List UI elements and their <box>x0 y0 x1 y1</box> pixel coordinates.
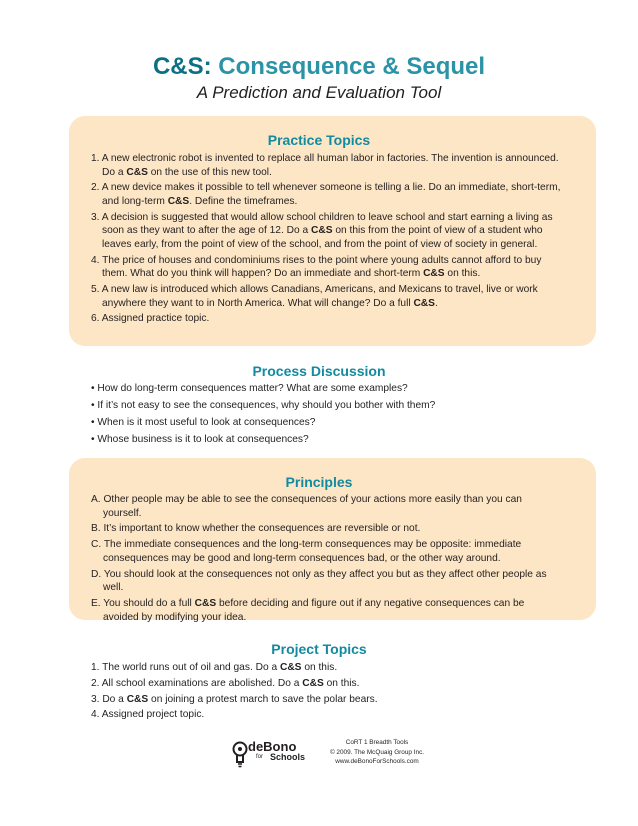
list-item: A. Other people may be able to see the consequences of your actions more easily than you can yourself. <box>91 494 522 519</box>
list-item: C. The immediate consequences and the long-term consequences may be opposite: immediate consequences may be good and long-term consequences bad, or the other way around. <box>91 539 522 564</box>
practice-topics-list <box>91 152 561 328</box>
list-item: B. It’s important to know whether the consequences are reversible or not. <box>91 523 421 535</box>
list-item: 2. A new device makes it possible to tell whenever someone is telling a lie. Do an immediate, short-term, and long-term C&S. Define the timeframes. <box>91 182 561 207</box>
lightbulb-person-icon <box>232 740 248 772</box>
list-item: • Whose business is it to look at consequences? <box>91 433 309 445</box>
title-abbreviation: C&S: <box>152 53 212 80</box>
logo-for-text: for <box>256 754 264 760</box>
principles-list <box>91 493 561 626</box>
logo-brand-text: deBono <box>248 739 297 754</box>
principles-heading: Principles <box>285 474 353 490</box>
list-item: 3. Do a C&S on joining a protest march to save the polar bears. <box>91 693 378 705</box>
list-item: • How do long-term consequences matter? What are some examples? <box>91 383 408 394</box>
logo-schools-text: Schools <box>270 752 306 762</box>
footer-credits <box>318 738 436 767</box>
list-item: • When is it most useful to look at consequences? <box>91 416 316 428</box>
list-item: 4. Assigned project topic. <box>91 709 205 721</box>
list-item: 4. The price of houses and condominiums rises to the point where young adults cannot afford to buy them. What do you think will happen? Do an immediate and short-term C&S on this. <box>91 254 542 280</box>
list-item: 1. A new electronic robot is invented to replace all human labor in factories. The invention is announced. Do a C&S on the use of this new tool. <box>91 153 559 178</box>
project-topics-heading: Project Topics <box>271 641 367 657</box>
debono-logo <box>232 740 320 772</box>
title-text: Consequence & Sequel <box>218 53 486 80</box>
list-item: 6. Assigned practice topic. <box>91 313 210 325</box>
page-title <box>0 52 638 82</box>
list-item: 3. A decision is suggested that would allow school children to leave school and start earning a living as soon as they want to after the age of 12. Do a C&S on this from the point of view of a student who leaves early, from the point of view of the school, and from the point of view of society in general. <box>91 211 553 250</box>
project-topics-list <box>91 661 561 724</box>
page-subtitle: A Prediction and Evaluation Tool <box>196 83 442 102</box>
process-discussion-heading: Process Discussion <box>252 363 386 379</box>
credit-line: CoRT 1 Breadth Tools <box>345 739 409 746</box>
list-item: D. You should look at the consequences not only as they affect you but as they affect other people as well. <box>91 568 547 594</box>
practice-topics-heading: Practice Topics <box>267 132 371 148</box>
list-item: 1. The world runs out of oil and gas. Do a C&S on this. <box>91 662 338 673</box>
process-discussion-list <box>91 382 561 450</box>
page-footer <box>232 738 432 778</box>
list-item: • If it’s not easy to see the consequences, why should you bother with them? <box>91 399 436 411</box>
list-item: 5. A new law is introduced which allows Canadians, Americans, and Mexicans to travel, live or work anywhere they want to in North America. What will change? Do a full C&S. <box>91 284 538 309</box>
list-item: E. You should do a full C&S before deciding and figure out if any negative consequences can be avoided by modifying your idea. <box>91 597 525 623</box>
credit-line: www.deBonoForSchools.com <box>335 758 419 765</box>
list-item: 2. All school examinations are abolished. Do a C&S on this. <box>91 677 360 689</box>
credit-line: © 2009. The McQuaig Group Inc. <box>329 748 425 756</box>
